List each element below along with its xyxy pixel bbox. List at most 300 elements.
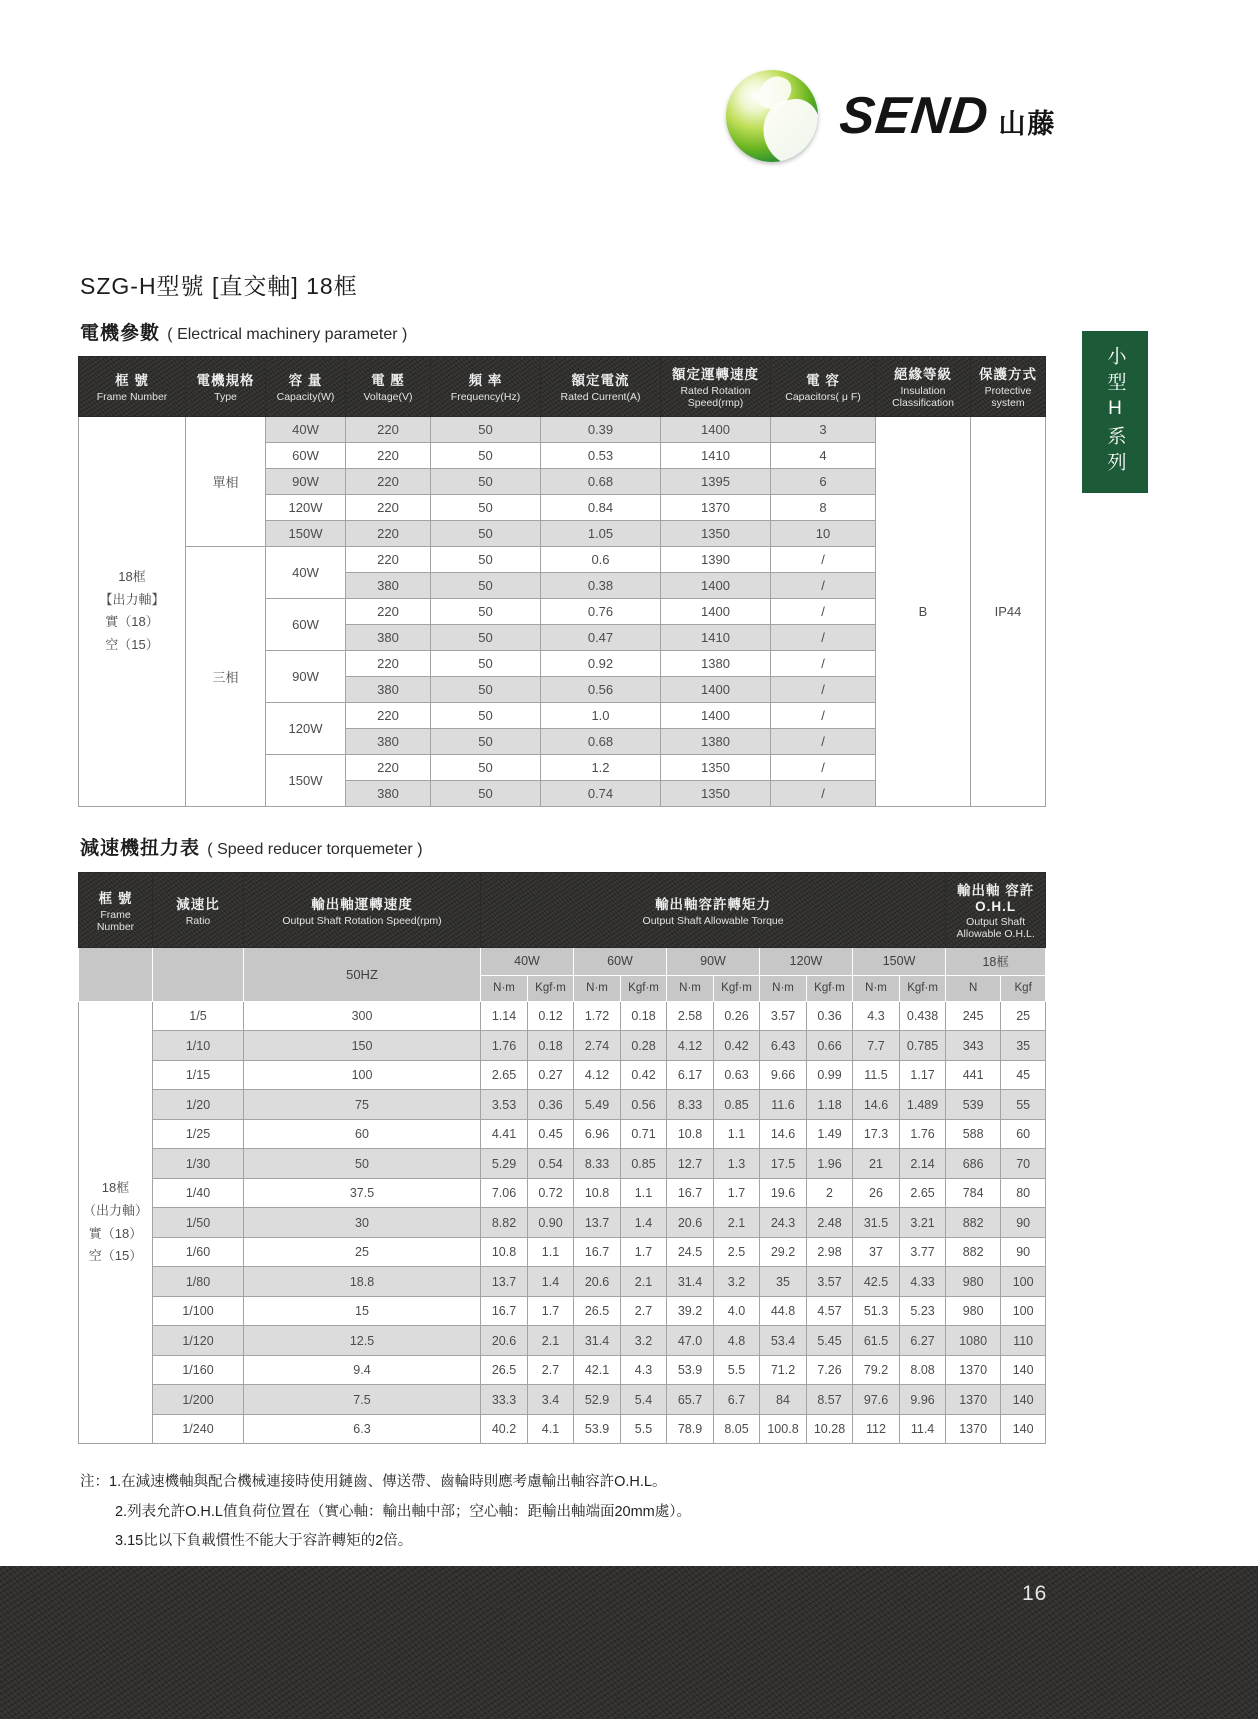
wattage-group-cell: 60W <box>574 947 667 975</box>
frame-line: （出力軸） <box>82 1202 148 1218</box>
insulation-class-cell: B <box>876 416 971 806</box>
torque-cell: 26.5 <box>481 1355 528 1385</box>
torque-cell: 4.8 <box>714 1326 760 1356</box>
torque-cell: 0.71 <box>621 1119 667 1149</box>
protection-system-cell: IP44 <box>971 416 1046 806</box>
reducer-table-row <box>79 1385 1046 1415</box>
torque-cell: 0.85 <box>621 1149 667 1179</box>
capacitor-cell: / <box>771 676 876 702</box>
ohl-kgf-cell: 60 <box>1001 1119 1046 1149</box>
capacitor-cell: / <box>771 572 876 598</box>
torque-cell: 3.77 <box>900 1237 946 1267</box>
torque-cell: 2.1 <box>528 1326 574 1356</box>
voltage-cell: 380 <box>346 676 431 702</box>
brand-name: SEND <box>836 87 992 145</box>
output-speed-cell: 12.5 <box>244 1326 481 1356</box>
frequency-cell: 50 <box>431 754 541 780</box>
reducer-table-row <box>79 1060 1046 1090</box>
wattage-group-cell: 150W <box>853 947 946 975</box>
ratio-cell: 1/80 <box>153 1267 244 1297</box>
torque-cell: 6.17 <box>667 1060 714 1090</box>
speed-cell: 1410 <box>661 624 771 650</box>
torque-cell: 3.21 <box>900 1208 946 1238</box>
torque-cell: 7.06 <box>481 1178 528 1208</box>
ohl-n-cell: 882 <box>946 1208 1001 1238</box>
torque-cell: 6.96 <box>574 1119 621 1149</box>
frame-number-cell <box>79 416 186 806</box>
wattage-group-cell: 120W <box>760 947 853 975</box>
torque-cell: 1.4 <box>621 1208 667 1238</box>
capacitor-cell: 8 <box>771 494 876 520</box>
frequency-cell: 50 <box>431 546 541 572</box>
torque-cell: 10.28 <box>807 1414 853 1444</box>
frequency-cell: 50 <box>431 728 541 754</box>
torque-cell: 1.3 <box>714 1149 760 1179</box>
unit-kgfm-cell: Kgf·m <box>528 975 574 1001</box>
reducer-table-row <box>79 1414 1046 1444</box>
wattage-group-cell: 90W <box>667 947 760 975</box>
torque-cell: 16.7 <box>667 1178 714 1208</box>
torque-cell: 0.63 <box>714 1060 760 1090</box>
frame-line: 空（15） <box>105 637 159 652</box>
ohl-n-cell: 343 <box>946 1031 1001 1061</box>
torque-cell: 8.33 <box>574 1149 621 1179</box>
torque-cell: 14.6 <box>760 1119 807 1149</box>
torque-cell: 31.5 <box>853 1208 900 1238</box>
speed-cell: 1400 <box>661 598 771 624</box>
torque-cell: 0.27 <box>528 1060 574 1090</box>
torque-cell: 16.7 <box>481 1296 528 1326</box>
voltage-cell: 220 <box>346 598 431 624</box>
torque-cell: 4.41 <box>481 1119 528 1149</box>
torque-cell: 8.33 <box>667 1090 714 1120</box>
torque-cell: 1.96 <box>807 1149 853 1179</box>
torque-cell: 4.33 <box>900 1267 946 1297</box>
ohl-kgf-cell: 90 <box>1001 1237 1046 1267</box>
torque-cell: 40.2 <box>481 1414 528 1444</box>
speed-cell: 1350 <box>661 520 771 546</box>
torque-cell: 52.9 <box>574 1385 621 1415</box>
current-cell: 0.6 <box>541 546 661 572</box>
torque-cell: 3.57 <box>760 1001 807 1031</box>
voltage-cell: 380 <box>346 572 431 598</box>
torque-cell: 10.8 <box>574 1178 621 1208</box>
torque-cell: 2.65 <box>900 1178 946 1208</box>
speed-cell: 1350 <box>661 754 771 780</box>
torque-cell: 2.7 <box>621 1296 667 1326</box>
torque-cell: 4.3 <box>853 1001 900 1031</box>
torque-cell: 1.7 <box>621 1237 667 1267</box>
torque-cell: 100.8 <box>760 1414 807 1444</box>
motor-col-header-1: 電機規格 Type <box>186 357 266 417</box>
torque-cell: 2.98 <box>807 1237 853 1267</box>
torque-cell: 5.23 <box>900 1296 946 1326</box>
reducer-torque-table <box>78 872 1046 1444</box>
torque-cell: 1.76 <box>481 1031 528 1061</box>
current-cell: 0.39 <box>541 416 661 442</box>
voltage-cell: 220 <box>346 520 431 546</box>
unit-kgfm-cell: Kgf·m <box>714 975 760 1001</box>
ohl-n-cell: 784 <box>946 1178 1001 1208</box>
ohl-kgf-cell: 90 <box>1001 1208 1046 1238</box>
current-cell: 0.68 <box>541 728 661 754</box>
torque-cell: 1.17 <box>900 1060 946 1090</box>
unit-nm-cell: N·m <box>853 975 900 1001</box>
ohl-kgf-cell: 45 <box>1001 1060 1046 1090</box>
torque-cell: 1.4 <box>528 1267 574 1297</box>
torque-cell: 0.54 <box>528 1149 574 1179</box>
frequency-cell: 50 <box>431 468 541 494</box>
ohl-kgf-cell: 100 <box>1001 1267 1046 1297</box>
capacitor-cell: / <box>771 624 876 650</box>
speed-cell: 1380 <box>661 728 771 754</box>
capacitor-cell: / <box>771 780 876 806</box>
voltage-cell: 220 <box>346 546 431 572</box>
ratio-cell: 1/30 <box>153 1149 244 1179</box>
ohl-kgf-cell: 140 <box>1001 1355 1046 1385</box>
torque-cell: 14.6 <box>853 1090 900 1120</box>
torque-cell: 53.9 <box>667 1355 714 1385</box>
torque-cell: 6.7 <box>714 1385 760 1415</box>
ratio-cell: 1/5 <box>153 1001 244 1031</box>
torque-cell: 65.7 <box>667 1385 714 1415</box>
torque-cell: 6.43 <box>760 1031 807 1061</box>
torque-cell: 2.1 <box>621 1267 667 1297</box>
capacity-cell: 40W <box>266 416 346 442</box>
reducer-table-row <box>79 1001 1046 1031</box>
torque-cell: 5.4 <box>621 1385 667 1415</box>
motor-parameters-table <box>78 356 1046 807</box>
ohl-kgf-cell: 70 <box>1001 1149 1046 1179</box>
output-speed-cell: 6.3 <box>244 1414 481 1444</box>
torque-cell: 0.785 <box>900 1031 946 1061</box>
voltage-cell: 220 <box>346 494 431 520</box>
capacity-cell: 90W <box>266 650 346 702</box>
torque-cell: 21 <box>853 1149 900 1179</box>
torque-cell: 10.8 <box>667 1119 714 1149</box>
motor-col-header-6: 額定運轉速度 Rated Rotation Speed(rmp) <box>661 357 771 417</box>
ohl-n-cell: 539 <box>946 1090 1001 1120</box>
brand-text <box>836 87 1057 145</box>
torque-cell: 112 <box>853 1414 900 1444</box>
torque-cell: 9.66 <box>760 1060 807 1090</box>
torque-cell: 51.3 <box>853 1296 900 1326</box>
torque-cell: 1.49 <box>807 1119 853 1149</box>
current-cell: 0.74 <box>541 780 661 806</box>
note-item: 1.在減速機軸與配合機械連接時使用鏈齒、傳送帶、齒輪時則應考慮輸出軸容許O.H.L。 <box>109 1474 667 1490</box>
output-speed-cell: 7.5 <box>244 1385 481 1415</box>
torque-cell: 8.08 <box>900 1355 946 1385</box>
output-speed-cell: 150 <box>244 1031 481 1061</box>
torque-cell: 2.5 <box>714 1237 760 1267</box>
torque-cell: 0.72 <box>528 1178 574 1208</box>
torque-cell: 5.45 <box>807 1326 853 1356</box>
output-speed-cell: 75 <box>244 1090 481 1120</box>
voltage-cell: 220 <box>346 754 431 780</box>
subheader-blank <box>153 947 244 1001</box>
reducer-col-header-1: 減速比 Ratio <box>153 873 244 948</box>
torque-cell: 61.5 <box>853 1326 900 1356</box>
motor-table-header-row <box>79 357 1046 417</box>
torque-cell: 2.48 <box>807 1208 853 1238</box>
ohl-kgf-cell: 100 <box>1001 1296 1046 1326</box>
torque-cell: 11.6 <box>760 1090 807 1120</box>
torque-cell: 1.1 <box>528 1237 574 1267</box>
frequency-cell: 50 <box>431 702 541 728</box>
torque-cell: 0.28 <box>621 1031 667 1061</box>
current-cell: 1.2 <box>541 754 661 780</box>
motor-table-container <box>78 356 1046 807</box>
output-speed-cell: 15 <box>244 1296 481 1326</box>
torque-cell: 2.58 <box>667 1001 714 1031</box>
capacity-cell: 150W <box>266 754 346 806</box>
capacitor-cell: / <box>771 598 876 624</box>
page-title: SZG-H型號 [直交軸] 18框 <box>80 273 358 299</box>
frequency-cell: 50 <box>431 572 541 598</box>
frame-line: 實（18） <box>88 1225 143 1241</box>
output-speed-cell: 60 <box>244 1119 481 1149</box>
note-line: 3.15比以下負載慣性不能大于容許轉矩的2倍。 <box>115 1533 413 1550</box>
ohl-kgf-cell: 25 <box>1001 1001 1046 1031</box>
torque-cell: 47.0 <box>667 1326 714 1356</box>
current-cell: 0.56 <box>541 676 661 702</box>
unit-n-cell: N <box>946 975 1001 1001</box>
torque-cell: 1.489 <box>900 1090 946 1120</box>
torque-cell: 12.7 <box>667 1149 714 1179</box>
torque-cell: 11.4 <box>900 1414 946 1444</box>
ratio-cell: 1/50 <box>153 1208 244 1238</box>
ohl-n-cell: 1370 <box>946 1355 1001 1385</box>
type-cell-three-phase: 三相 <box>186 546 266 806</box>
ohl-n-cell: 245 <box>946 1001 1001 1031</box>
ohl-n-cell: 441 <box>946 1060 1001 1090</box>
torque-cell: 1.72 <box>574 1001 621 1031</box>
ratio-cell: 1/15 <box>153 1060 244 1090</box>
output-speed-cell: 9.4 <box>244 1355 481 1385</box>
torque-cell: 35 <box>760 1267 807 1297</box>
current-cell: 0.84 <box>541 494 661 520</box>
torque-cell: 0.36 <box>807 1001 853 1031</box>
speed-cell: 1400 <box>661 702 771 728</box>
output-speed-cell: 300 <box>244 1001 481 1031</box>
torque-cell: 4.57 <box>807 1296 853 1326</box>
capacity-cell: 120W <box>266 494 346 520</box>
frequency-cell: 50 <box>431 780 541 806</box>
ratio-cell: 1/10 <box>153 1031 244 1061</box>
torque-cell: 26 <box>853 1178 900 1208</box>
torque-cell: 44.8 <box>760 1296 807 1326</box>
ohl-n-cell: 1080 <box>946 1326 1001 1356</box>
ohl-kgf-cell: 80 <box>1001 1178 1046 1208</box>
globe-icon <box>726 70 818 162</box>
frequency-cell: 50 <box>431 650 541 676</box>
torque-cell: 1.14 <box>481 1001 528 1031</box>
torque-cell: 16.7 <box>574 1237 621 1267</box>
ohl-n-cell: 1370 <box>946 1385 1001 1415</box>
footer-band <box>0 1566 1258 1719</box>
torque-cell: 5.5 <box>621 1414 667 1444</box>
torque-cell: 4.0 <box>714 1296 760 1326</box>
torque-cell: 4.3 <box>621 1355 667 1385</box>
reducer-col-header-2: 輸出軸運轉速度 Output Shaft Rotation Speed(rpm) <box>244 873 481 948</box>
output-speed-cell: 37.5 <box>244 1178 481 1208</box>
frame-group-cell: 18框 <box>946 947 1046 975</box>
ratio-cell: 1/240 <box>153 1414 244 1444</box>
capacitor-cell: 6 <box>771 468 876 494</box>
reducer-table-row <box>79 1090 1046 1120</box>
torque-cell: 29.2 <box>760 1237 807 1267</box>
torque-cell: 97.6 <box>853 1385 900 1415</box>
torque-cell: 4.12 <box>667 1031 714 1061</box>
capacity-cell: 120W <box>266 702 346 754</box>
output-speed-cell: 50 <box>244 1149 481 1179</box>
torque-cell: 1.7 <box>714 1178 760 1208</box>
reducer-table-row <box>79 1355 1046 1385</box>
torque-cell: 1.1 <box>714 1119 760 1149</box>
torque-cell: 2.74 <box>574 1031 621 1061</box>
voltage-cell: 220 <box>346 702 431 728</box>
torque-cell: 39.2 <box>667 1296 714 1326</box>
voltage-cell: 220 <box>346 650 431 676</box>
frame-line: 空（15） <box>88 1248 143 1264</box>
reducer-heading-zh: 減速機扭力表 <box>80 838 201 859</box>
torque-cell: 3.2 <box>714 1267 760 1297</box>
torque-cell: 0.18 <box>528 1031 574 1061</box>
torque-cell: 20.6 <box>481 1326 528 1356</box>
torque-cell: 2 <box>807 1178 853 1208</box>
speed-cell: 1395 <box>661 468 771 494</box>
output-speed-cell: 30 <box>244 1208 481 1238</box>
torque-cell: 8.82 <box>481 1208 528 1238</box>
frame-line: 【出力軸】 <box>99 591 165 607</box>
speed-cell: 1400 <box>661 416 771 442</box>
page-number: 16 <box>1022 1582 1048 1605</box>
torque-cell: 17.5 <box>760 1149 807 1179</box>
frequency-label-cell: 50HZ <box>244 947 481 1001</box>
frequency-cell: 50 <box>431 416 541 442</box>
note-line: 2.列表允許O.H.L值負荷位置在（實心軸：輸出軸中部；空心軸：距輸出軸端面20mm處）。 <box>115 1503 691 1520</box>
torque-cell: 31.4 <box>667 1267 714 1297</box>
torque-cell: 4.12 <box>574 1060 621 1090</box>
ohl-n-cell: 588 <box>946 1119 1001 1149</box>
unit-kgfm-cell: Kgf·m <box>900 975 946 1001</box>
torque-cell: 26.5 <box>574 1296 621 1326</box>
reducer-section-heading <box>80 833 423 860</box>
output-speed-cell: 18.8 <box>244 1267 481 1297</box>
voltage-cell: 380 <box>346 780 431 806</box>
torque-cell: 0.45 <box>528 1119 574 1149</box>
current-cell: 1.05 <box>541 520 661 546</box>
torque-cell: 71.2 <box>760 1355 807 1385</box>
speed-cell: 1400 <box>661 572 771 598</box>
ratio-cell: 1/20 <box>153 1090 244 1120</box>
ratio-cell: 1/120 <box>153 1326 244 1356</box>
torque-cell: 0.42 <box>714 1031 760 1061</box>
reducer-subheader-groups <box>79 947 1046 975</box>
motor-col-header-8: 絕緣等級 Insulation Classification <box>876 357 971 417</box>
capacitor-cell: 4 <box>771 442 876 468</box>
motor-heading-en: ( Electrical machinery parameter ) <box>167 326 408 343</box>
torque-cell: 8.57 <box>807 1385 853 1415</box>
capacity-cell: 90W <box>266 468 346 494</box>
reducer-table-row <box>79 1326 1046 1356</box>
torque-cell: 1.18 <box>807 1090 853 1120</box>
torque-cell: 20.6 <box>667 1208 714 1238</box>
torque-cell: 3.2 <box>621 1326 667 1356</box>
torque-cell: 7.26 <box>807 1355 853 1385</box>
reducer-table-container <box>78 872 1046 1444</box>
ohl-kgf-cell: 140 <box>1001 1414 1046 1444</box>
reducer-table-row <box>79 1119 1046 1149</box>
series-side-tab: 小型H系列 <box>1082 331 1148 493</box>
torque-cell: 2.7 <box>528 1355 574 1385</box>
current-cell: 0.92 <box>541 650 661 676</box>
speed-cell: 1380 <box>661 650 771 676</box>
capacitor-cell: / <box>771 702 876 728</box>
frame-line: 18框 <box>101 1180 130 1195</box>
reducer-col-header-4: 輸出軸 容許O.H.L Output Shaft Allowable O.H.L. <box>946 873 1046 948</box>
torque-cell: 20.6 <box>574 1267 621 1297</box>
ratio-cell: 1/40 <box>153 1178 244 1208</box>
torque-cell: 3.53 <box>481 1090 528 1120</box>
unit-kgfm-cell: Kgf·m <box>621 975 667 1001</box>
torque-cell: 5.5 <box>714 1355 760 1385</box>
current-cell: 0.76 <box>541 598 661 624</box>
output-speed-cell: 100 <box>244 1060 481 1090</box>
current-cell: 1.0 <box>541 702 661 728</box>
torque-cell: 78.9 <box>667 1414 714 1444</box>
voltage-cell: 220 <box>346 442 431 468</box>
torque-cell: 9.96 <box>900 1385 946 1415</box>
voltage-cell: 220 <box>346 416 431 442</box>
reducer-table-row <box>79 1296 1046 1326</box>
current-cell: 0.47 <box>541 624 661 650</box>
motor-col-header-7: 電 容 Capacitors( μ F) <box>771 357 876 417</box>
ratio-cell: 1/160 <box>153 1355 244 1385</box>
capacity-cell: 60W <box>266 598 346 650</box>
torque-cell: 42.5 <box>853 1267 900 1297</box>
torque-cell: 10.8 <box>481 1237 528 1267</box>
torque-cell: 2.65 <box>481 1060 528 1090</box>
torque-cell: 37 <box>853 1237 900 1267</box>
motor-table-row <box>79 416 1046 442</box>
reducer-heading-en: ( Speed reducer torquemeter ) <box>207 841 423 858</box>
torque-cell: 24.5 <box>667 1237 714 1267</box>
capacitor-cell: 10 <box>771 520 876 546</box>
frequency-cell: 50 <box>431 442 541 468</box>
torque-cell: 13.7 <box>574 1208 621 1238</box>
capacitor-cell: / <box>771 650 876 676</box>
ohl-kgf-cell: 110 <box>1001 1326 1046 1356</box>
ohl-kgf-cell: 55 <box>1001 1090 1046 1120</box>
capacitor-cell: 3 <box>771 416 876 442</box>
wattage-group-cell: 40W <box>481 947 574 975</box>
torque-cell: 0.56 <box>621 1090 667 1120</box>
torque-cell: 53.4 <box>760 1326 807 1356</box>
torque-cell: 1.7 <box>528 1296 574 1326</box>
torque-cell: 3.57 <box>807 1267 853 1297</box>
ohl-kgf-cell: 35 <box>1001 1031 1046 1061</box>
torque-cell: 0.18 <box>621 1001 667 1031</box>
frame-number-cell <box>79 1001 153 1444</box>
reducer-col-header-3: 輸出軸容許轉矩力 Output Shaft Allowable Torque <box>481 873 946 948</box>
capacitor-cell: / <box>771 546 876 572</box>
motor-col-header-0: 框 號 Frame Number <box>79 357 186 417</box>
speed-cell: 1370 <box>661 494 771 520</box>
frequency-cell: 50 <box>431 676 541 702</box>
torque-cell: 2.1 <box>714 1208 760 1238</box>
voltage-cell: 380 <box>346 728 431 754</box>
